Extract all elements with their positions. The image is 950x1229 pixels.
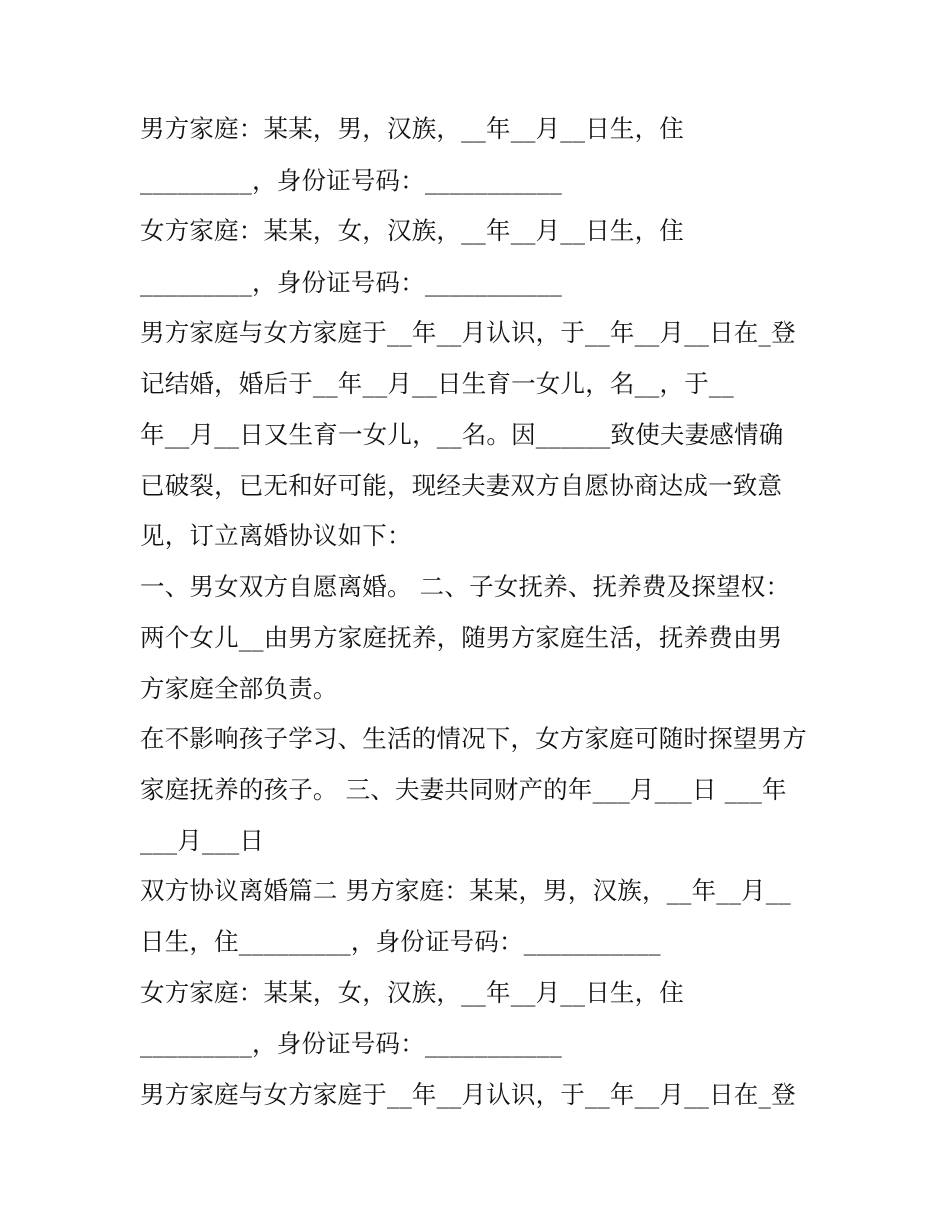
text-line: _________，身份证号码：___________ — [140, 268, 562, 297]
text-line: 见，订立离婚协议如下： — [140, 521, 412, 550]
text-line: _________，身份证号码：___________ — [140, 166, 562, 195]
text-line: 年__月__日又生育一女儿，__名。因______致使夫妻感情确 — [140, 420, 784, 449]
text-line: 女方家庭：某某，女，汉族，__年__月__日生，住 — [140, 216, 684, 245]
text-line: 已破裂，已无和好可能，现经夫妻双方自愿协商达成一致意 — [140, 471, 783, 500]
text-line: ___月___日 — [140, 826, 265, 855]
text-line: 家庭抚养的孩子。 三、夫妻共同财产的年___月___日 ___年 — [140, 775, 787, 804]
text-line: 两个女儿__由男方家庭抚养，随男方家庭生活，抚养费由男 — [140, 623, 783, 652]
text-line: _________，身份证号码：___________ — [140, 1029, 562, 1058]
text-line: 日生，住_________，身份证号码：___________ — [140, 927, 661, 956]
text-line: 男方家庭与女方家庭于__年__月认识，于__年__月__日在_登 — [140, 318, 796, 347]
text-line: 男方家庭与女方家庭于__年__月认识，于__年__月__日在_登 — [140, 1080, 796, 1109]
text-line: 女方家庭：某某，女，汉族，__年__月__日生，住 — [140, 978, 684, 1007]
text-line: 在不影响孩子学习、生活的情况下，女方家庭可随时探望男方 — [140, 724, 807, 753]
text-line: 男方家庭：某某，男，汉族，__年__月__日生，住 — [140, 114, 684, 143]
text-line: 双方协议离婚篇二 男方家庭：某某，男，汉族，__年__月__ — [140, 876, 791, 905]
text-line: 记结婚，婚后于__年__月__日生育一女儿，名__，于__ — [140, 369, 734, 398]
text-line: 一、男女双方自愿离婚。 二、子女抚养、抚养费及探望权： — [140, 572, 791, 601]
text-line: 方家庭全部负责。 — [140, 674, 338, 703]
